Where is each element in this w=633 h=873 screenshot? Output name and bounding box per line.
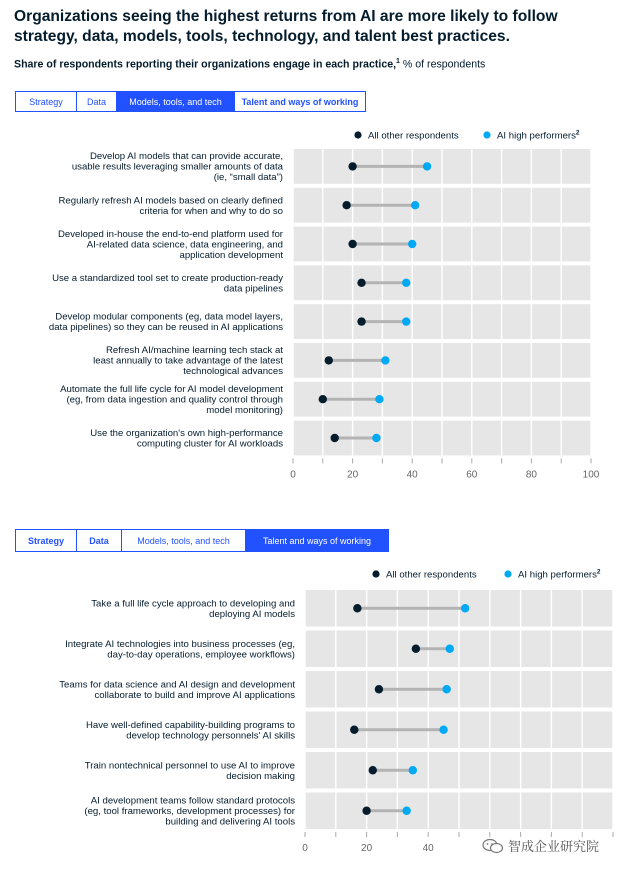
chart-title: Organizations seeing the highest returns from AI are more likely to follow strategy, data, models, tools, technology, and talent best practices. — [14, 8, 558, 45]
practice-label: Use a standardized tool set to create production-ready data pipelines — [52, 272, 283, 295]
dot-plot-talent-ways-of-working — [0, 558, 633, 863]
dot-other-respondents — [348, 240, 356, 248]
dot-ai-high-performers — [402, 317, 410, 325]
dot-other-respondents — [350, 726, 358, 734]
x-tick-label: 0 — [290, 469, 296, 481]
x-tick-label: 40 — [422, 843, 434, 854]
practice-label: Have well-defined capability-building programs to develop technology personnels' AI skills — [85, 719, 295, 742]
dot-ai-high-performers — [446, 645, 454, 653]
dot-other-respondents — [342, 201, 350, 209]
dot-other-respondents — [348, 162, 356, 170]
tab-data[interactable]: Data — [77, 92, 117, 111]
legend-label-other: All other respondents — [368, 130, 459, 142]
chart-subtitle — [14, 58, 485, 71]
x-tick-label: 40 — [406, 469, 418, 481]
tab-data[interactable]: Data — [77, 530, 122, 551]
dot-other-respondents — [369, 766, 377, 774]
dot-other-respondents — [375, 685, 383, 693]
practice-label: Automate the full life cycle for AI model development (eg, from data ingestion and quality control through model monitoring) — [60, 384, 283, 416]
dot-ai-high-performers — [402, 279, 410, 287]
dot-other-respondents — [325, 356, 333, 364]
x-tick-label: 20 — [347, 469, 359, 481]
practice-label: Develop modular components (eg, data model layers, data pipelines) so they can be reused in AI applications — [48, 311, 283, 334]
tab-talent-ways-of-working[interactable]: Talent and ways of working — [246, 530, 388, 551]
tab-bar-bottom — [15, 529, 389, 552]
practice-label: Refresh AI/machine learning tech stack at least annually to take advantage of the latest technological advances — [93, 345, 283, 378]
dot-other-respondents — [319, 395, 327, 403]
x-tick-label: 20 — [361, 843, 373, 854]
tab-models-tools-tech[interactable]: Models, tools, and tech — [122, 530, 246, 551]
tab-bar-top — [15, 91, 366, 112]
x-tick-label: 80 — [525, 469, 537, 481]
practice-label: Develop AI models that can provide accurate, usable results leveraging smaller amounts of data (ie, “small data”) — [71, 151, 283, 184]
legend-label-high: AI high performers$^2$ — [518, 568, 601, 581]
practice-label: Train nontechnical personnel to use AI to improve decision making — [84, 760, 295, 782]
dot-ai-high-performers — [461, 604, 469, 612]
legend — [354, 130, 580, 142]
dot-ai-high-performers — [423, 162, 431, 170]
tab-strategy[interactable]: Strategy — [16, 92, 77, 111]
wechat-icon — [482, 838, 504, 854]
tab-models-tools-tech[interactable]: Models, tools, and tech — [117, 92, 235, 111]
dot-ai-high-performers — [375, 395, 383, 403]
legend-label-high: AI high performers$^2$ — [497, 129, 580, 142]
dot-other-respondents — [353, 604, 361, 612]
x-tick-label: 100 — [582, 469, 600, 481]
dot-ai-high-performers — [439, 726, 447, 734]
practice-label: AI development teams follow standard protocols (eg, tool frameworks, development processes) for building and delivering AI tools — [84, 795, 295, 828]
legend-label-other: All other respondents — [386, 569, 477, 581]
subtitle-unit: % of respondents — [399, 58, 486, 71]
subtitle-main: Share of respondents reporting their organizations engage in each practice, — [14, 58, 397, 71]
practice-label: Use the organization's own high-performance computing cluster for AI workloads — [90, 428, 283, 450]
practice-label: Developed in-house the end-to-end platform used for AI-related data science, data engineering, and application development — [57, 228, 283, 261]
legend-marker-high — [483, 131, 490, 138]
legend-marker-other — [354, 131, 361, 138]
dot-other-respondents — [357, 279, 365, 287]
dot-ai-high-performers — [411, 201, 419, 209]
x-tick-label: 60 — [466, 469, 478, 481]
dot-other-respondents — [412, 645, 420, 653]
practice-label: Take a full life cycle approach to developing and deploying AI models — [91, 598, 295, 620]
dot-plot-models-tools-tech — [0, 120, 633, 490]
dot-ai-high-performers — [408, 240, 416, 248]
dot-ai-high-performers — [409, 766, 417, 774]
dot-ai-high-performers — [372, 434, 380, 442]
practice-label: Regularly refresh AI models based on clearly defined criteria for when and why to do so — [58, 195, 283, 217]
dot-other-respondents — [331, 434, 339, 442]
practice-label: Integrate AI technologies into business processes (eg, day-to-day operations, employee workflows) — [65, 638, 295, 661]
watermark-text: 智成企业研究院 — [508, 839, 600, 854]
watermark — [482, 836, 599, 855]
dot-ai-high-performers — [402, 807, 410, 815]
dot-ai-high-performers — [381, 356, 389, 364]
legend-marker-high — [504, 570, 511, 577]
legend-marker-other — [372, 570, 379, 577]
dot-other-respondents — [362, 807, 370, 815]
dot-ai-high-performers — [442, 685, 450, 693]
legend — [372, 569, 601, 581]
footnote-marker: 1 — [396, 58, 400, 65]
tab-talent-ways-of-working[interactable]: Talent and ways of working — [241, 96, 359, 107]
dot-other-respondents — [357, 317, 365, 325]
tab-strategy[interactable]: Strategy — [16, 530, 77, 551]
practice-label: Teams for data science and AI design and development collaborate to build and improve AI applications — [59, 679, 295, 701]
x-tick-label: 0 — [302, 843, 308, 854]
